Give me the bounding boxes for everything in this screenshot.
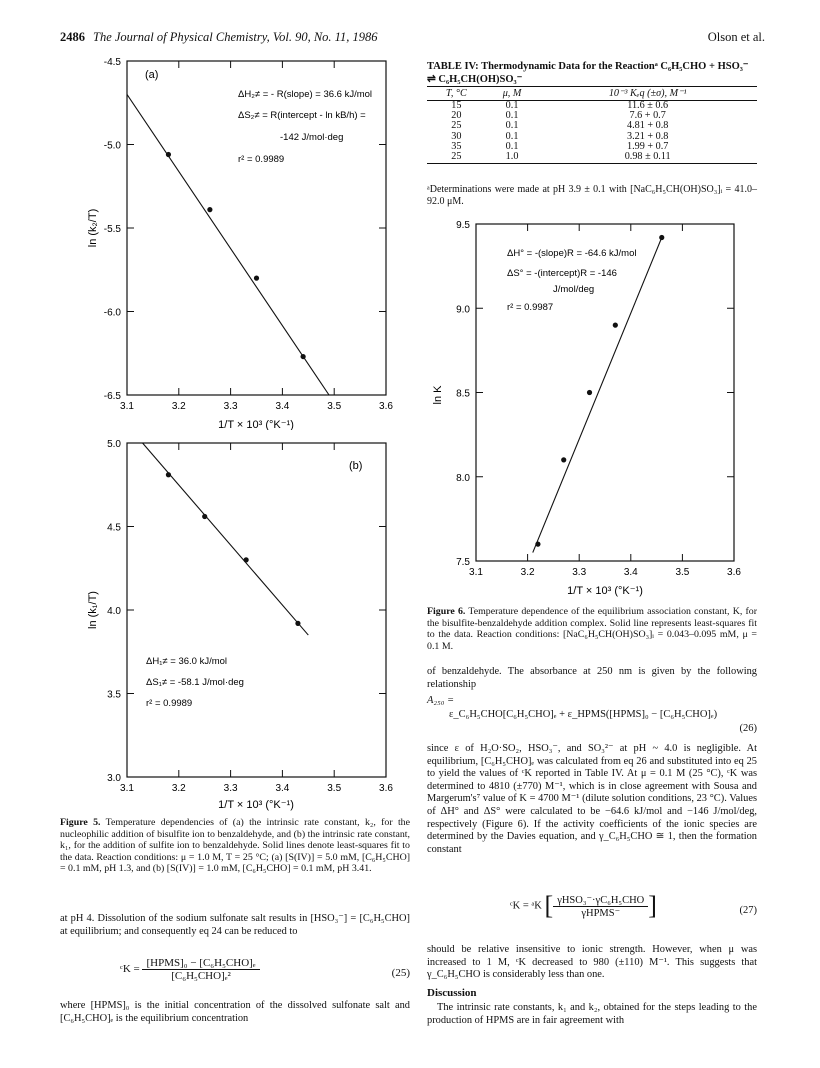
data-point bbox=[244, 557, 249, 562]
y-tick-label: 3.5 bbox=[107, 689, 121, 701]
x-tick-label: 3.5 bbox=[327, 783, 342, 794]
equation-27: ᶜK = ᵃK [ $\frac{\text{γHSO₃⁻·γC₆H₅CHO}}{\text{γHPMS⁻}}$ ] (27) bbox=[510, 891, 757, 920]
right-paragraph-4 bbox=[427, 1002, 757, 1027]
ylabel-c: ln K bbox=[432, 385, 444, 405]
col-header-mu: μ, M bbox=[486, 87, 539, 101]
data-point bbox=[301, 354, 306, 359]
figure-6-chart bbox=[420, 212, 770, 607]
x-tick-label: 3.4 bbox=[275, 783, 290, 794]
figure-5a-chart bbox=[58, 52, 418, 430]
cell: 35 bbox=[451, 140, 462, 152]
y-tick-label: 9.0 bbox=[456, 304, 470, 316]
x-tick-label: 3.1 bbox=[120, 401, 134, 412]
eq25-numerator: [HPMS]₀ − [C₆H₅CHO]ₑ bbox=[142, 957, 259, 970]
annotation-dS1: ΔS₁≠ = -58.1 J/mol·deg bbox=[146, 677, 244, 688]
figure-5-caption bbox=[60, 817, 410, 875]
annotation-dH2: ΔH₂≠ = - R(slope) = 36.6 kJ/mol bbox=[238, 89, 373, 100]
annotation-r2-c: r² = 0.9987 bbox=[507, 302, 554, 313]
annotation-r2-b: r² = 0.9989 bbox=[146, 698, 193, 709]
cell: 20 bbox=[451, 110, 462, 122]
cell: 0.1 bbox=[505, 110, 519, 122]
cell: 11.6 ± 0.6 bbox=[627, 100, 669, 111]
y-tick-label: -6.0 bbox=[103, 307, 121, 319]
xlabel-c: 1/T × 10³ (°K⁻¹) bbox=[567, 585, 643, 597]
col-header-keq: 10⁻³ Kₑq (±σ), M⁻¹ bbox=[538, 87, 757, 101]
left-paragraph-1 bbox=[60, 913, 410, 938]
fit-line bbox=[143, 443, 309, 635]
eq27-fraction bbox=[553, 894, 648, 919]
xlabel-b: 1/T × 10³ (°K⁻¹) bbox=[218, 799, 294, 811]
table-row bbox=[427, 132, 757, 142]
data-point bbox=[207, 207, 212, 212]
x-tick-label: 3.2 bbox=[171, 401, 186, 412]
cell: 0.1 bbox=[505, 100, 519, 111]
x-tick-label: 3.4 bbox=[275, 401, 290, 412]
y-tick-label: 3.0 bbox=[107, 773, 121, 784]
cell: 0.1 bbox=[505, 120, 519, 132]
cell: 1.0 bbox=[486, 152, 539, 164]
annotation-dS0: ΔS° = -(intercept)R = -146 bbox=[507, 268, 617, 279]
panel-label-a: (a) bbox=[145, 69, 159, 81]
cell: 0.1 bbox=[505, 140, 519, 152]
authors: Olson et al. bbox=[707, 30, 765, 44]
x-tick-label: 3.1 bbox=[469, 567, 483, 578]
eq25-denominator: [C₆H₅CHO]ₑ² bbox=[171, 970, 231, 982]
x-tick-label: 3.2 bbox=[171, 783, 186, 794]
y-tick-label: 4.5 bbox=[107, 522, 121, 534]
figure-6-label: Figure 6. bbox=[427, 606, 466, 617]
cell: 15 bbox=[451, 100, 462, 111]
data-point bbox=[659, 235, 664, 240]
right-p3-text: should be relative insensitive to ionic strength. However, when μ was increased to 1 M, ᶜK decreased to 980 (±110) M⁻¹. This suggests that γ_C₆H₅CHO is considerably less than one. bbox=[427, 944, 757, 981]
cell: 25 bbox=[451, 120, 462, 132]
x-tick-label: 3.3 bbox=[223, 401, 238, 412]
eq26-lhs: A₂₅₀ = bbox=[427, 695, 455, 706]
data-point bbox=[613, 323, 618, 328]
right-p2-text: since ε of H₂O·SO₂, HSO₃⁻, and SO₃²⁻ at pH ~ 4.0 is negligible. At equilibrium, [C₆H₅CHO]ₑ was calculated from eq 26 and substituted into eq 25 to yield the values of ᶜK reported in Table IV. At μ = 0.1 M (25 °C), ᶜK was determined to 4810 (±770) M⁻¹, which is in close agreement with Sousa and Margerum's⁷ value of K = 4700 M⁻¹ (dilute solution conditions, 23 °C). Values of ΔH° and ΔS° were calculated to be −64.6 kJ/mol and −146 J/mol/deg, respectively (Figure 6). If the activity coefficients of the ionic species are determined by the Davies equation, and γ_C₆H₅CHO ≅ 1, then the formation constant bbox=[427, 743, 757, 855]
data-point bbox=[587, 390, 592, 395]
xlabel-a: 1/T × 10³ (°K⁻¹) bbox=[218, 419, 294, 430]
x-tick-label: 3.6 bbox=[379, 783, 393, 794]
data-point bbox=[561, 457, 566, 462]
data-point bbox=[166, 472, 171, 477]
annotation-dH0: ΔH° = -(slope)R = -64.6 kJ/mol bbox=[507, 248, 637, 259]
data-point bbox=[535, 542, 540, 547]
table-4-title: TABLE IV: Thermodynamic Data for the Reactionᵃ C₆H₅CHO + HSO₃⁻ ⇌ C₆H₅CH(OH)SO₃⁻ bbox=[427, 61, 749, 85]
annotation-dS2: ΔS₂≠ = R(intercept - ln kB/h) = bbox=[238, 110, 366, 121]
cell: 0.98 ± 0.11 bbox=[538, 152, 757, 164]
table-row bbox=[427, 101, 757, 112]
y-tick-label: 7.5 bbox=[456, 557, 470, 568]
cell: 1.99 + 0.7 bbox=[626, 140, 669, 152]
y-tick-label: -5.0 bbox=[103, 140, 121, 152]
right-p1-text: of benzaldehyde. The absorbance at 250 nm is given by the following relationship bbox=[427, 666, 757, 690]
data-point bbox=[254, 276, 259, 281]
x-tick-label: 3.5 bbox=[327, 401, 342, 412]
cell: 4.81 + 0.8 bbox=[626, 120, 669, 132]
eq27-denominator: γHPMS⁻ bbox=[581, 907, 621, 919]
table-row bbox=[427, 121, 757, 131]
ylabel-a: ln (k₂/T) bbox=[87, 208, 99, 248]
eq27-number: (27) bbox=[739, 905, 757, 916]
x-tick-label: 3.4 bbox=[623, 567, 638, 578]
figure-5-label: Figure 5. bbox=[60, 817, 101, 828]
right-paragraph-1 bbox=[427, 666, 757, 691]
eq27-lhs: ᶜK = ᵃK bbox=[510, 900, 542, 912]
cell: 3.21 + 0.8 bbox=[626, 130, 669, 142]
x-tick-label: 3.6 bbox=[379, 401, 393, 412]
right-p4-text: The intrinsic rate constants, k₁ and k₂, obtained for the steps leading to the production of HPMS are in fair agreement with bbox=[427, 1002, 757, 1026]
equation-26 bbox=[427, 694, 757, 736]
x-tick-label: 3.1 bbox=[120, 783, 134, 794]
footnote-text: ᵃDeterminations were made at pH 3.9 ± 0.1 with [NaC₆H₅CH(OH)SO₃]ᵢ = 41.0–92.0 μM. bbox=[427, 184, 757, 207]
cell: 25 bbox=[427, 152, 486, 164]
eq25-lhs: ᶜK = bbox=[120, 963, 140, 976]
data-point bbox=[295, 621, 300, 626]
annotation-dH1: ΔH₁≠ = 36.0 kJ/mol bbox=[146, 656, 228, 667]
y-tick-label: -6.5 bbox=[103, 391, 121, 402]
table-4 bbox=[427, 86, 757, 164]
figure-5-text: Temperature dependencies of (a) the intrinsic rate constant, k₂, for the nucleophilic addition of bisulfite ion to benzaldehyde, and (b) the intrinsic rate constant, k₁, for the addition of sulfite ion to benzaldehyde. Solid lines denote least-squares fit to the data. Reaction conditions: μ = 1.0 M, T = 25 °C; (a) [S(IV)] = 5.0 mM, [C₆H₅CHO] = 0.1 mM, pH 1.3, and (b) [S(IV)] = 1.0 mM, [C₆H₅CHO] = 0.1 mM, pH 3.41. bbox=[60, 817, 411, 875]
x-tick-label: 3.5 bbox=[675, 567, 690, 578]
cell: 7.6 + 0.7 bbox=[629, 110, 666, 122]
col-header-temp: T, °C bbox=[427, 87, 486, 101]
table-4-footnote bbox=[427, 184, 757, 208]
annotation-dS2-value: -142 J/mol·deg bbox=[280, 132, 344, 143]
x-tick-label: 3.6 bbox=[727, 567, 741, 578]
x-tick-label: 3.3 bbox=[572, 567, 587, 578]
y-tick-label: -4.5 bbox=[103, 57, 121, 68]
table-row bbox=[427, 152, 757, 164]
y-tick-label: 4.0 bbox=[107, 606, 121, 617]
data-point bbox=[202, 514, 207, 519]
cell: 0.1 bbox=[505, 130, 519, 142]
eq25-fraction bbox=[142, 957, 259, 982]
annotation-r2-a: r² = 0.9989 bbox=[238, 154, 285, 165]
table-row bbox=[427, 111, 757, 121]
figure-5b-chart bbox=[58, 432, 418, 814]
right-paragraph-2 bbox=[427, 743, 757, 856]
y-tick-label: 5.0 bbox=[107, 439, 121, 450]
table-row bbox=[427, 142, 757, 152]
equation-25 bbox=[120, 957, 410, 982]
running-header bbox=[60, 30, 765, 48]
y-tick-label: 8.0 bbox=[456, 472, 470, 484]
left-p1-text: at pH 4. Dissolution of the sodium sulfonate salt results in [HSO₃⁻] = [C₆H₅CHO] at equilibrium; and consequently eq 24 can be reduced to bbox=[60, 913, 410, 937]
left-paragraph-2 bbox=[60, 1000, 410, 1025]
left-p2-text: where [HPMS]₀ is the initial concentration of the dissolved sulfonate salt and [C₆H₅CHO]ₑ is the equilibrium concentration bbox=[60, 1000, 410, 1024]
eq26-rhs: ε_C₆H₅CHO[C₆H₅CHO]ₑ + ε_HPMS([HPMS]₀ − [C₆H₅CHO]ₑ) bbox=[449, 709, 718, 720]
cell: 30 bbox=[451, 130, 462, 142]
journal-name: The Journal of Physical Chemistry, Vol. 90, No. 11, 1986 bbox=[93, 30, 378, 44]
y-tick-label: 8.5 bbox=[456, 388, 470, 400]
panel-label-b: (b) bbox=[349, 460, 363, 472]
y-tick-label: 9.5 bbox=[456, 220, 470, 231]
right-paragraph-3 bbox=[427, 944, 757, 982]
eq26-number: (26) bbox=[739, 723, 757, 734]
ylabel-b: ln (k₁/T) bbox=[87, 591, 99, 629]
x-tick-label: 3.3 bbox=[223, 783, 238, 794]
eq27-numerator: γHSO₃⁻·γC₆H₅CHO bbox=[553, 894, 648, 907]
eq25-number: (25) bbox=[391, 967, 410, 979]
data-point bbox=[166, 152, 171, 157]
annotation-dS0-unit: J/mol/deg bbox=[553, 284, 595, 295]
page-number: 2486 bbox=[60, 30, 85, 44]
figure-6-caption bbox=[427, 606, 757, 652]
x-tick-label: 3.2 bbox=[520, 567, 535, 578]
figure-6-text: Temperature dependence of the equilibrium association constant, K, for the bisulfite-benzaldehyde addition complex. Solid line represents least-squares fit to the data. Reaction conditions: [NaC₆H₅CH(OH)SO₃]ᵢ = 0.043–0.095 mM, μ = 0.1 M. bbox=[427, 606, 757, 652]
y-tick-label: -5.5 bbox=[103, 224, 121, 235]
discussion-heading: Discussion bbox=[427, 987, 477, 999]
